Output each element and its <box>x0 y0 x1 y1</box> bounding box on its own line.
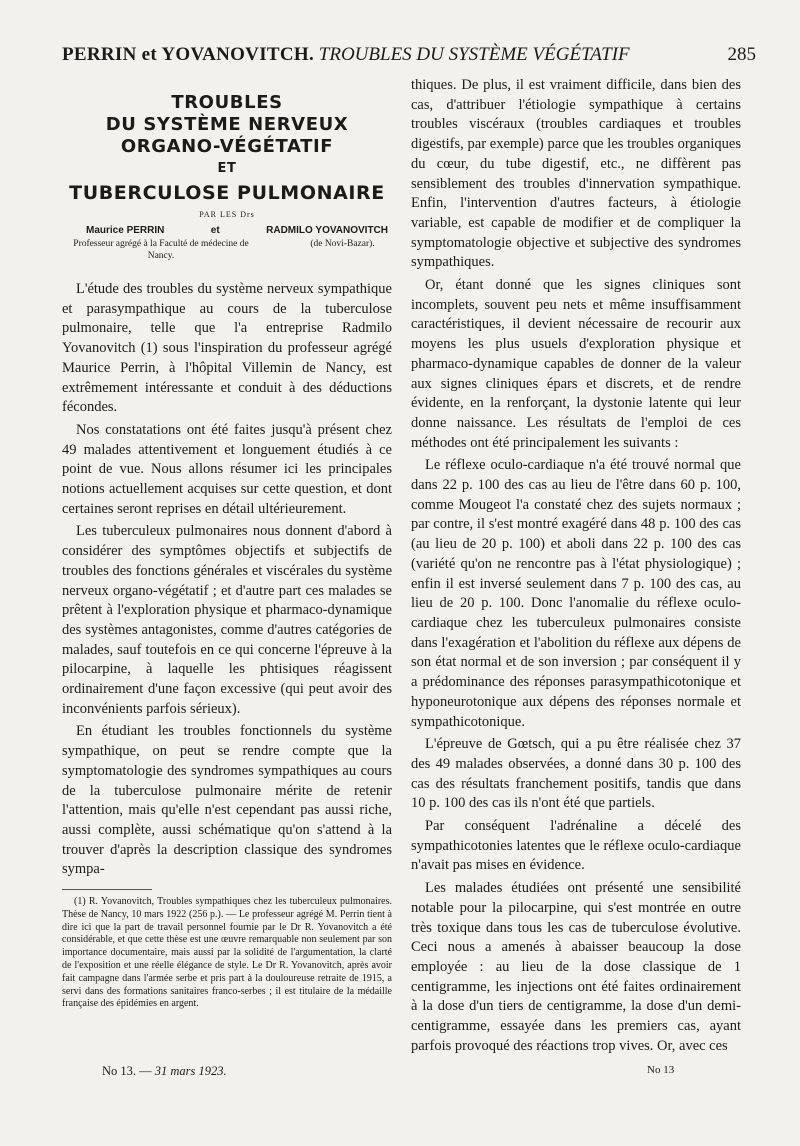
issue-number: No 13. — <box>102 1064 152 1078</box>
right-paragraph: L'épreuve de Gœtsch, qui a pu être réalisée chez 37 des 49 malades observées, a donné dans 30 p. 100 des cas des résultats franchement positifs, tandis que dans 10 p. 100 des cas ils n'ont été que partiels. <box>411 736 741 812</box>
author-row <box>62 225 392 236</box>
left-paragraph: En étudiant les troubles fonctionnels du système sympathique, on peut se rendre compte que la symptomatologie des syndromes sympathiques au cours de la tuberculose pulmonaire mérite de retenir l'attention, mais qu'elle n'est cependant pas aussi riche, aussi complète, aussi schématique qu'on s'attend à la trouver d'après la description classique des syndromes sympa- <box>62 723 392 878</box>
author2-name: RADMILO YOVANOVITCH <box>266 225 388 236</box>
title-line-2: DU SYSTÈME NERVEUX <box>105 114 349 135</box>
issue-date: 31 mars 1923. <box>154 1064 227 1078</box>
right-paragraph: Or, étant donné que les signes cliniques sont incomplets, souvent peu nets et même insuffisamment caractéristiques, il devient nécessaire de recourir aux moyens les plus usuels d'exploration physique et pharmaco-dynamique capables de donner de la valeur aux signes cliniques épars et discrets, et de rendre évidente, en la renforçant, la dystonie latente qui leur donne naissance. Les résultats de l'emploi de ces méthodes ont été principalement les suivants : <box>411 277 741 451</box>
title-line-3: ORGANO-VÉGÉTATIF <box>120 136 334 157</box>
title-line-4: ET <box>217 161 237 176</box>
author2-affiliation: (de Novi-Bazar). <box>310 239 375 249</box>
right-paragraph: Le réflexe oculo-cardiaque n'a été trouvé normal que dans 22 p. 100 des cas au lieu de l'être dans 60 p. 100, comme Mougeot l'a constaté chez des sujets normaux ; par contre, il s'est montré exagéré dans 48 p. 100 des cas (au lieu de 20 p. 100) et aboli dans 22 p. 100 des cas (variété qu'on ne rencontre pas à l'état physiologique) ; enfin il est inversé seulement dans 7 p. 100 des cas, au lieu de 20 p. 100. Donc l'anomalie du réflexe oculo-cardiaque chez les tuberculeux pulmonaires consiste dans l'exagération et l'abolition du réflexe aux dépens de son état normal et de son inversion ; par conséquent il y a prédominance des réponses parasympathicotonique et hyponeurotonique aux dépens des réponses normale et sympathicotonique. <box>411 457 741 730</box>
affiliation-row <box>62 238 392 262</box>
footnote: (1) R. Yovanovitch, Troubles sympathiques chez les tuberculeux pulmonaires. Thèse de Nancy, 10 mars 1922 (256 p.). — Le professeur agrégé M. Perrin tient à dire ici que la part de travail personnel fournie par le Dr R. Yovanovitch a été considérable, et que cette thèse est une œuvre remarquable non seulement par son importance documentaire, mais aussi par la solidité de l'argumentation, la clarté de l'exposition et une réelle élégance de style. Le Dr R. Yovanovitch, après avoir fait campagne dans l'armée serbe et pris part à la douloureuse retraite de 1915, a servi dans des formations sanitaires franco-serbes ; il est titulaire de la médaille française des épidémies en argent. <box>62 896 392 1010</box>
right-paragraph: thiques. De plus, il est vraiment difficile, dans bien des cas, d'attribuer l'étiologie sympathique à certains troubles viscéraux (troubles cardiaques et troubles digestifs, par exemple) parce que les troubles organiques du cœur, du tube digestif, etc., ne diffèrent pas sensiblement des troubles d'innervation sympathique. Enfin, l'intervention d'autres facteurs, à étiologie variable, est capable de modifier et de compliquer la symptomatologie objective et subjective des syndromes sympathiques. <box>411 77 741 271</box>
author1-name: Maurice PERRIN <box>86 225 165 236</box>
running-head-authors: PERRIN et YOVANOVITCH. <box>62 44 315 65</box>
right-paragraph: Par conséquent l'adrénaline a décelé des sympathicotonies latentes que le réflexe oculo-cardiaque n'avait pas mises en évidence. <box>411 818 741 874</box>
author1-affiliation: Professeur agrégé à la Faculté de médecine de Nancy. <box>73 239 249 261</box>
left-paragraph: Les tuberculeux pulmonaires nous donnent d'abord à considérer des symptômes objectifs et subjectifs de troubles des fonctions générales et viscérales du système nerveux organo-végétatif ; et d'autre part ces malades se prêtent à l'exploration physique et pharmaco-dynamique des systèmes antagonistes, comme d'autres catégories de malades, sauf toutefois en ce qui concerne l'épreuve à la pilocarpine, à laquelle les phtisiques réagissent ordinairement d'une façon excessive (qui peut avoir des inconvénients parfois sérieux). <box>62 523 392 717</box>
running-head <box>62 44 756 66</box>
article-title <box>62 92 392 204</box>
right-paragraph: Les malades étudiées ont présenté une sensibilité notable pour la pilocarpine, qui s'est montrée en outre très toxique dans tous les cas de tuberculose évolutive. Ceci nous a amenés à abaisser beaucoup la dose employée : au lieu de la dose classique de 1 centigramme, les injections ont été faites ordinairement à la dose d'un tiers de centigramme, la dose d'un demi-centigramme, essayée dans les premiers cas, ayant parfois provoqué des réactions trop vives. Or, avec ces <box>411 880 741 1054</box>
left-paragraph: Nos constatations ont été faites jusqu'à présent chez 49 malades attentivement et longuement étudiés à ce point de vue. Nous allons résumer ici les principales notions actuellement acquises sur cette question, et dont certaines seront reprises en détail ultérieurement. <box>62 421 392 517</box>
author-join: et <box>210 225 220 236</box>
footnote-divider <box>62 889 152 890</box>
right-column <box>411 76 741 1059</box>
title-line-5: TUBERCULOSE PULMONAIRE <box>69 182 385 204</box>
issue-footer-left <box>102 1064 227 1079</box>
left-column <box>62 92 392 1011</box>
left-paragraph: L'étude des troubles du système nerveux sympathique et parasympathique au cours de la tuberculose pulmonaire, telle que l'a entreprise Radmilo Yovanovitch (1) sous l'inspiration du professeur agrégé Maurice Perrin, à l'hôpital Villemin de Nancy, est extrêmement intéressante et conduit à des déductions fécondes. <box>62 281 392 416</box>
issue-footer-right: No 13 <box>647 1064 675 1076</box>
page-number: 285 <box>727 44 756 65</box>
running-head-title: TROUBLES DU SYSTÈME VÉGÉTATIF <box>318 44 630 65</box>
byline: PAR LES Drs <box>199 210 255 219</box>
title-line-1: TROUBLES <box>171 92 283 113</box>
